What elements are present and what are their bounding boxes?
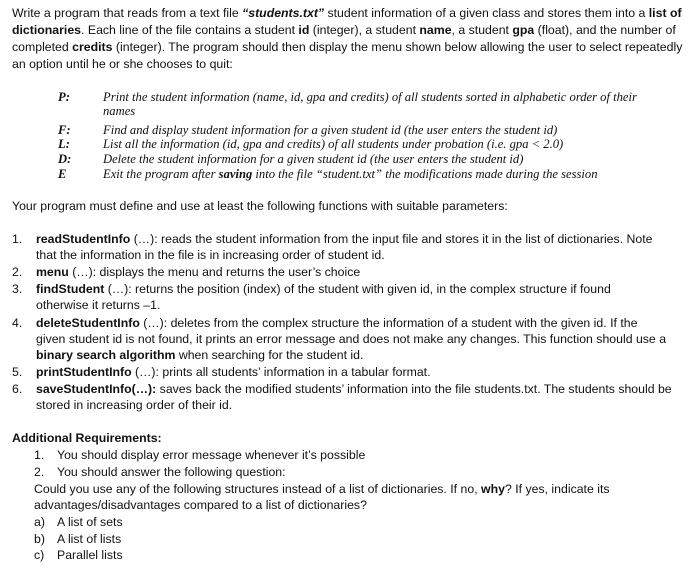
function-description: : reads the student information from the input file and stores it in the list of dictionaries. Note <box>154 232 653 246</box>
requirement-text: You should answer the following question: <box>57 465 286 479</box>
list-number: 2. <box>34 465 45 479</box>
menu-description: Delete the student information for a given student id (the user enters the student id) <box>103 152 524 166</box>
menu-option-list <box>0 136 700 152</box>
function-args: (…) <box>139 316 164 330</box>
option-text: Parallel lists <box>57 548 123 562</box>
function-description: : returns the position (index) of the student with given id, in the complex structure if found <box>128 282 611 296</box>
option-label: b) <box>34 532 45 546</box>
function-item-menu <box>36 264 690 280</box>
menu-description-text: into the file “student.txt” the modifications made during the session <box>252 167 598 181</box>
intro-credits: credits <box>72 40 113 54</box>
function-args: (…) <box>104 282 129 296</box>
menu-key: P: <box>58 90 70 104</box>
menu-description: Print the student information (name, id, gpa and credits) of all students sorted in alphabetic order of their <box>103 90 637 104</box>
requirement-text: You should display error message whenever it’s possible <box>57 448 366 462</box>
list-number: 6. <box>12 382 23 396</box>
intro-text: (integer), a student <box>309 23 420 37</box>
function-description: saves back the modified students’ information into the file students.txt. The students should be <box>156 382 672 396</box>
question-text: advantages/disadvantages compared to a list of dictionaries? <box>34 498 367 512</box>
function-args: (…) <box>130 232 155 246</box>
list-number: 5. <box>12 365 23 379</box>
intro-text: (integer). The program should then display the menu shown below allowing the user to select repeatedly an option until he or she chooses to quit: <box>12 40 683 71</box>
function-description <box>36 347 690 363</box>
function-name: menu <box>36 265 69 279</box>
question-text <box>34 481 610 497</box>
function-description: given student id is not found, it prints an error message and does not make any changes. This function should use a <box>36 332 667 346</box>
function-description: stored in increasing order of their id. <box>36 398 233 412</box>
list-number: 2. <box>12 265 23 279</box>
menu-option-print-cont <box>0 103 700 119</box>
intro-name: name <box>419 23 452 37</box>
intro-text: (float), and the number of completed <box>12 23 676 54</box>
menu-description: Find and display student information for a given student id (the user enters the student id) <box>103 123 558 137</box>
function-args: (…) <box>131 365 156 379</box>
question-why: why <box>481 482 505 496</box>
intro-id: id <box>298 23 310 37</box>
list-number: 3. <box>12 282 23 296</box>
option-label: a) <box>34 515 45 529</box>
additional-heading-text: Additional Requirements: <box>12 431 162 445</box>
intro-text: student information of a given class and stores them into a <box>324 6 649 20</box>
function-item-readstudentinfo <box>36 231 690 247</box>
function-name: readStudentInfo <box>36 232 131 246</box>
option-text: A list of lists <box>57 532 122 546</box>
menu-option-delete <box>0 151 700 167</box>
function-item-findstudent <box>36 281 690 297</box>
menu-description-text: Exit the program after <box>103 167 219 181</box>
function-name: saveStudentInfo(…): <box>36 382 157 396</box>
menu-key: E <box>58 167 67 181</box>
function-description: : deletes from the complex structure the information of a student with the given id. If the <box>163 316 638 330</box>
question-text-part: Could you use any of the following structures instead of a list of dictionaries. If no, <box>34 482 482 496</box>
menu-key: D: <box>58 152 72 166</box>
menu-description <box>103 166 688 182</box>
function-description: otherwise it returns –1. <box>36 298 161 312</box>
list-number: 4. <box>12 316 23 330</box>
menu-key: L: <box>58 137 70 151</box>
menu-description-bold: saving <box>218 167 253 181</box>
function-item-savestudentinfo <box>36 381 690 397</box>
function-description: : prints all students’ information in a tabular format. <box>155 365 431 379</box>
function-args: (…) <box>68 265 93 279</box>
binary-search-emphasis: binary search algorithm <box>36 348 176 362</box>
intro-text: . Each line of the file contains a student <box>81 23 299 37</box>
function-name: deleteStudentInfo <box>36 316 140 330</box>
function-item-printstudentinfo <box>36 364 690 380</box>
function-description: that the information in the file is in increasing order of student id. <box>36 248 385 262</box>
intro-paragraph <box>12 5 688 73</box>
intro-list-of-dictionaries: list of dictionaries <box>12 6 682 37</box>
function-item-deletestudentinfo <box>36 315 690 331</box>
functions-intro: Your program must define and use at least the following functions with suitable parameters: <box>12 199 508 213</box>
list-number: 1. <box>12 232 23 246</box>
menu-description: List all the information (id, gpa and credits) of all students under probation (i.e. gpa < 2.0) <box>103 137 564 151</box>
question-text-part: ? If yes, indicate its <box>504 482 610 496</box>
intro-filename: “students.txt” <box>242 6 325 20</box>
function-description-text: when searching for the student id. <box>175 348 364 362</box>
list-number: 1. <box>34 448 45 462</box>
intro-text: , a student <box>451 23 513 37</box>
menu-key: F: <box>58 123 71 137</box>
function-name: printStudentInfo <box>36 365 132 379</box>
menu-description: names <box>103 104 136 118</box>
intro-gpa: gpa <box>512 23 535 37</box>
intro-text: Write a program that reads from a text file <box>12 6 243 20</box>
option-label: c) <box>34 548 45 562</box>
function-name: findStudent <box>36 282 105 296</box>
additional-heading <box>12 430 162 446</box>
menu-option-exit <box>0 166 700 182</box>
option-text: A list of sets <box>57 515 123 529</box>
function-description: : displays the menu and returns the user’s choice <box>92 265 361 279</box>
